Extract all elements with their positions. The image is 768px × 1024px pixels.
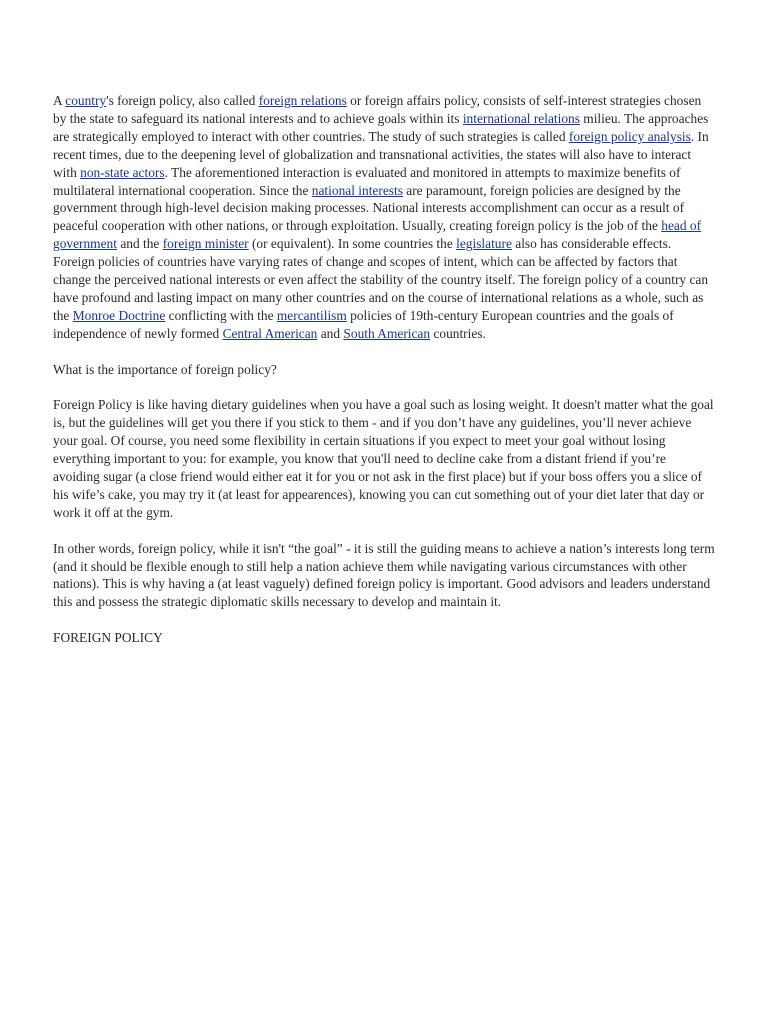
text-run: are paramount, foreign policies are designed by the government through high-level decision making processes. National interests accomplishment can occur as a result of peaceful cooperation with other nations, or through exploitation. Usually, creating foreign policy is the job of the [53,182,685,234]
text-run: and the [116,236,163,252]
summary-paragraph: In other words, foreign policy, while it isn't “the goal” - it is still the guiding means to achieve a nation’s interests long term (and it should be flexible enough to still help a nation achieve them while navigating various circumstances with other nations). This is why having a (at least vaguely) defined foreign policy is important. Good advisors and leaders understand this and possess the strategic diplomatic skills necessary to develop and maintain it. [53,540,715,610]
text-run: milieu. The approaches are strategically employed to interact with other countries. The study of such strategies is called [53,110,709,144]
link-south-american[interactable]: South American [343,325,431,341]
text-run: A [53,93,66,108]
document-page [53,92,715,665]
text-run: . The aforementioned interaction is evaluated and monitored in attempts to maximize benefits of multilateral international cooperation. Since the [53,164,681,198]
link-foreign-relations[interactable]: foreign relations [258,93,347,108]
link-legislature[interactable]: legislature [456,236,512,252]
text-run: 's foreign policy, also called [106,93,259,108]
link-monroe-doctrine[interactable]: Monroe Doctrine [72,307,166,323]
text-run: . In recent times, due to the deepening level of globalization and transnational activities, the states will also have to interact with [53,128,709,180]
text-run: (or equivalent). In some countries the [248,236,457,252]
text-run: also has considerable effects. Foreign policies of countries have varying rates of change and scopes of intent, which can be affected by factors that change the perceived national interests or even affect the stability of the country itself. The foreign policy of a country can have profound and lasting impact on many other countries and on the course of international relations as a whole, such as the [53,236,709,323]
closing-heading: FOREIGN POLICY [53,630,163,646]
link-country[interactable]: country [65,93,107,108]
link-national-interests[interactable]: national interests [311,182,403,198]
link-head-of-government[interactable]: head of government [53,218,702,252]
diet-analogy-paragraph: Foreign Policy is like having dietary guidelines when you have a goal such as losing weight. It doesn't matter what the goal is, but the guidelines will get you there if you stick to them - and if you don’t have any guidelines, you’ll never achieve your goal. Of course, you need some flexibility in certain situations if you expect to meet your goal without losing everything important to you: for example, you know that you'll need to decline cake from a distant friend if you’re avoiding sugar (a close friend would either eat it for you or not ask in the first place) but if your boss offers you a slice of his wife’s cake, you may try it (at least for appearences), knowing you can cut something out of your diet later that day or work it off at the gym. [53,397,714,520]
link-central-american[interactable]: Central American [222,325,318,341]
link-non-state-actors[interactable]: non-state actors [80,164,165,180]
link-foreign-policy-analysis[interactable]: foreign policy analysis [568,128,691,144]
text-run: conflicting with the [165,307,277,323]
link-mercantilism[interactable]: mercantilism [276,307,347,323]
text-run: and [317,325,344,341]
link-international-relations[interactable]: international relations [462,110,580,126]
link-foreign-minister[interactable]: foreign minister [162,236,249,252]
text-run: or foreign affairs policy, consists of self-interest strategies chosen by the state to safeguard its national interests and to achieve goals within its [53,93,702,126]
intro-paragraph [53,92,715,343]
text-run: countries. [430,325,486,341]
text-run: policies of 19th-century European countries and the goals of independence of newly formed [53,307,674,341]
question-heading: What is the importance of foreign policy? [53,361,277,377]
